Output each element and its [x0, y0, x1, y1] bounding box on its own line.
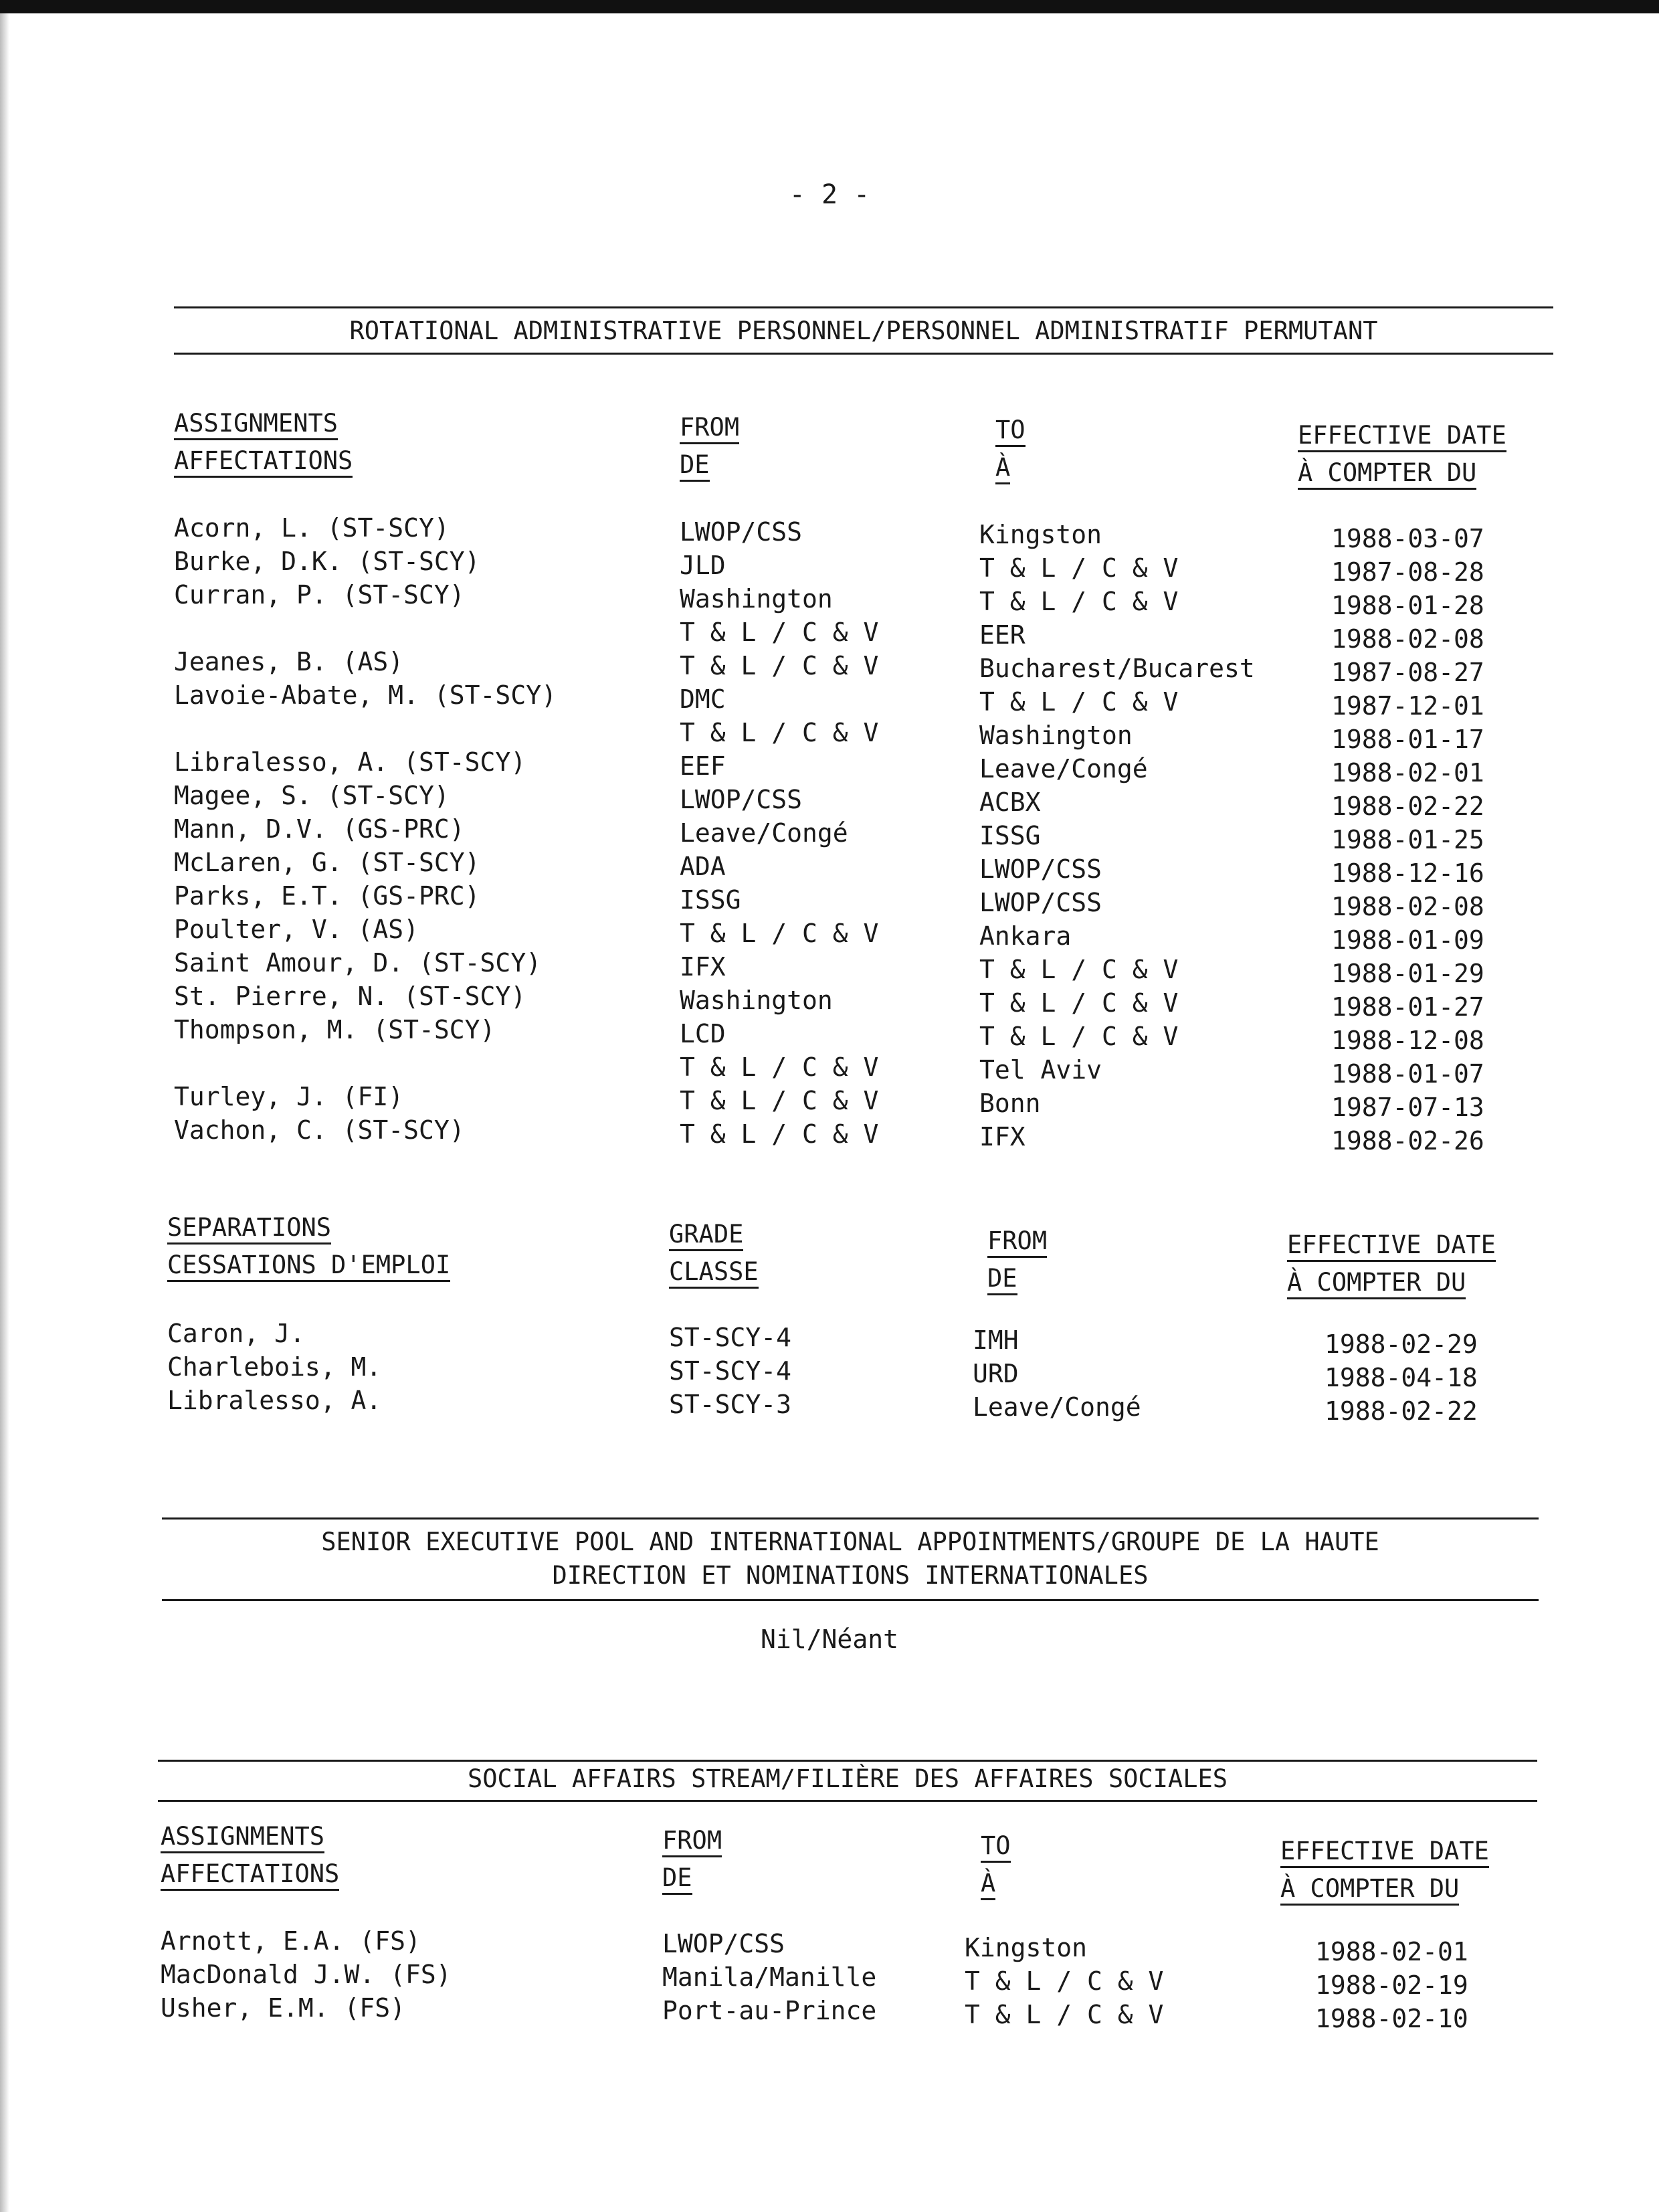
table-cell-name: [174, 612, 557, 645]
rotational-to-column: [979, 518, 1255, 1154]
social-rule-top: [158, 1760, 1537, 1762]
table-cell-name: [174, 712, 557, 745]
table-cell-name: Mann, D.V. (GS-PRC): [174, 814, 465, 844]
table-cell-name: Turley, J. (FI): [174, 1082, 404, 1111]
table-cell-date: 1988-02-01: [1331, 758, 1484, 788]
separations-date-column: [1325, 1327, 1478, 1428]
header-line: EFFECTIVE DATE: [1287, 1230, 1496, 1262]
rotational-header-assignments: [174, 407, 353, 482]
table-cell-from: EEF: [680, 751, 726, 781]
table-cell-date: 1988-04-18: [1325, 1363, 1478, 1392]
table-cell-from: T & L / C & V: [680, 919, 879, 948]
separations-grade-column: [669, 1321, 791, 1421]
table-cell-to: Kingston: [965, 1933, 1088, 1962]
header-line: DE: [987, 1264, 1017, 1295]
table-cell-to: Tel Aviv: [979, 1055, 1102, 1085]
table-cell-to: T & L / C & V: [965, 1966, 1164, 1996]
table-cell-from: Leave/Congé: [680, 818, 848, 848]
separations-header-effective-date: [1287, 1228, 1496, 1303]
table-cell-to: T & L / C & V: [965, 2000, 1164, 2029]
social-header-assignments: [161, 1820, 339, 1895]
table-cell-name: Lavoie-Abate, M. (ST-SCY): [174, 680, 557, 710]
table-cell-from: LCD: [680, 1019, 726, 1048]
table-cell-date: 1987-08-27: [1331, 658, 1484, 687]
social-to-column: [965, 1931, 1163, 2031]
table-cell-to: LWOP/CSS: [979, 854, 1102, 884]
table-cell-from: LWOP/CSS: [662, 1929, 785, 1958]
table-cell-from: ISSG: [680, 885, 741, 915]
table-cell-date: 1987-07-13: [1331, 1093, 1484, 1122]
table-cell-name: Usher, E.M. (FS): [161, 1993, 406, 2023]
table-cell-date: 1988-02-22: [1325, 1396, 1478, 1426]
header-line: ASSIGNMENTS: [161, 1822, 324, 1853]
rotational-names-column: [174, 511, 557, 1147]
table-cell-date: 1988-12-08: [1331, 1026, 1484, 1055]
table-cell-name: McLaren, G. (ST-SCY): [174, 848, 480, 877]
table-cell-grade: ST-SCY-3: [669, 1390, 792, 1419]
social-from-column: [662, 1927, 876, 2027]
header-line: SEPARATIONS: [167, 1213, 331, 1245]
header-line: ASSIGNMENTS: [174, 409, 338, 440]
page-number: - 2 -: [789, 179, 870, 210]
header-line: GRADE: [669, 1220, 743, 1251]
header-line: TO: [981, 1831, 1011, 1863]
table-cell-name: Curran, P. (ST-SCY): [174, 580, 465, 610]
table-cell-date: 1988-01-25: [1331, 825, 1484, 854]
social-header-to: [981, 1829, 1011, 1904]
table-cell-date: 1988-02-22: [1331, 792, 1484, 821]
table-cell-to: T & L / C & V: [979, 988, 1179, 1018]
separations-header-name: [167, 1211, 450, 1286]
table-cell-grade: ST-SCY-4: [669, 1356, 792, 1386]
social-names-column: [161, 1924, 452, 2025]
separations-names-column: [167, 1317, 381, 1417]
separations-from-column: [973, 1323, 1141, 1424]
table-cell-to: T & L / C & V: [979, 955, 1179, 984]
table-cell-from: LWOP/CSS: [680, 517, 803, 547]
table-cell-to: Bucharest/Bucarest: [979, 654, 1255, 683]
table-cell-from: T & L / C & V: [680, 651, 879, 680]
table-cell-date: 1988-01-28: [1331, 591, 1484, 620]
table-cell-from: LWOP/CSS: [680, 785, 803, 814]
table-cell-from: T & L / C & V: [680, 618, 879, 647]
table-cell-name: Charlebois, M.: [167, 1352, 382, 1382]
table-cell-to: Kingston: [979, 520, 1102, 549]
table-cell-from: URD: [973, 1359, 1019, 1388]
table-cell-to: EER: [979, 620, 1026, 650]
social-title: SOCIAL AFFAIRS STREAM/FILIÈRE DES AFFAIRES SOCIALES: [467, 1764, 1228, 1793]
table-cell-from: Port-au-Prince: [662, 1996, 877, 2025]
table-cell-date: 1988-02-10: [1315, 2004, 1468, 2033]
senior-title-line1: SENIOR EXECUTIVE POOL AND INTERNATIONAL APPOINTMENTS/GROUPE DE LA HAUTE: [321, 1528, 1379, 1556]
table-cell-date: 1988-02-26: [1331, 1126, 1484, 1156]
scan-left-edge: [0, 13, 9, 2212]
table-cell-to: Leave/Congé: [979, 754, 1148, 784]
header-line: À: [981, 1869, 995, 1900]
table-cell-name: Jeanes, B. (AS): [174, 647, 404, 676]
table-cell-name: Acorn, L. (ST-SCY): [174, 513, 450, 543]
header-line: CESSATIONS D'EMPLOI: [167, 1251, 450, 1282]
rotational-header-to: [995, 413, 1026, 488]
senior-rule-top: [162, 1517, 1539, 1519]
table-cell-date: 1988-12-16: [1331, 858, 1484, 888]
table-cell-from: ADA: [680, 852, 726, 881]
header-line: FROM: [680, 413, 739, 444]
table-cell-to: ACBX: [979, 788, 1041, 817]
header-line: FROM: [987, 1226, 1047, 1258]
table-cell-to: Washington: [979, 721, 1133, 750]
separations-header-grade: [669, 1218, 759, 1293]
social-rule-bottom: [158, 1800, 1537, 1802]
header-line: À COMPTER DU: [1280, 1874, 1459, 1906]
section-rule-bottom: [174, 353, 1553, 355]
rotational-date-column: [1331, 522, 1484, 1158]
table-cell-name: [174, 1046, 557, 1080]
table-cell-date: 1988-01-27: [1331, 992, 1484, 1022]
table-cell-name: Vachon, C. (ST-SCY): [174, 1115, 465, 1145]
table-cell-from: IFX: [680, 952, 726, 982]
table-cell-date: 1987-12-01: [1331, 691, 1484, 721]
header-line: DE: [662, 1863, 692, 1895]
table-cell-date: 1987-08-28: [1331, 557, 1484, 587]
table-cell-from: T & L / C & V: [680, 718, 879, 747]
table-cell-to: T & L / C & V: [979, 587, 1179, 616]
table-cell-name: Magee, S. (ST-SCY): [174, 781, 450, 810]
table-cell-date: 1988-03-07: [1331, 524, 1484, 553]
table-cell-to: IFX: [979, 1122, 1026, 1151]
senior-title-line2: DIRECTION ET NOMINATIONS INTERNATIONALES: [552, 1561, 1149, 1590]
table-cell-from: Leave/Congé: [973, 1392, 1141, 1422]
social-header-effective-date: [1280, 1835, 1489, 1910]
table-cell-from: DMC: [680, 684, 726, 714]
table-cell-name: MacDonald J.W. (FS): [161, 1960, 452, 1989]
table-cell-from: T & L / C & V: [680, 1052, 879, 1082]
table-cell-date: 1988-01-17: [1331, 725, 1484, 754]
table-cell-from: Manila/Manille: [662, 1962, 877, 1992]
senior-nil-value: Nil/Néant: [761, 1625, 898, 1654]
header-line: À COMPTER DU: [1287, 1268, 1466, 1299]
table-cell-name: Libralesso, A.: [167, 1386, 382, 1415]
header-line: CLASSE: [669, 1257, 759, 1289]
table-cell-from: T & L / C & V: [680, 1119, 879, 1149]
table-cell-name: Parks, E.T. (GS-PRC): [174, 881, 480, 911]
table-cell-to: T & L / C & V: [979, 687, 1179, 717]
rotational-header-from: [680, 411, 739, 486]
table-cell-from: T & L / C & V: [680, 1086, 879, 1115]
table-cell-name: Burke, D.K. (ST-SCY): [174, 547, 480, 576]
table-cell-to: T & L / C & V: [979, 553, 1179, 583]
social-date-column: [1315, 1935, 1468, 2035]
header-line: FROM: [662, 1826, 722, 1857]
table-cell-to: ISSG: [979, 821, 1041, 850]
table-cell-name: Poulter, V. (AS): [174, 915, 419, 944]
table-cell-date: 1988-02-08: [1331, 892, 1484, 921]
header-line: EFFECTIVE DATE: [1280, 1837, 1489, 1868]
table-cell-to: Ankara: [979, 921, 1072, 951]
table-cell-date: 1988-01-29: [1331, 959, 1484, 988]
table-cell-to: Bonn: [979, 1089, 1041, 1118]
rotational-header-effective-date: [1298, 419, 1506, 494]
header-line: À: [995, 453, 1010, 484]
header-line: AFFECTATIONS: [161, 1859, 339, 1891]
senior-rule-bottom: [162, 1599, 1539, 1601]
table-cell-date: 1988-02-19: [1315, 1970, 1468, 2000]
table-cell-from: Washington: [680, 986, 833, 1015]
table-cell-date: 1988-01-09: [1331, 925, 1484, 955]
table-cell-name: Saint Amour, D. (ST-SCY): [174, 948, 542, 978]
rotational-title: ROTATIONAL ADMINISTRATIVE PERSONNEL/PERSONNEL ADMINISTRATIF PERMUTANT: [349, 316, 1378, 345]
table-cell-name: Arnott, E.A. (FS): [161, 1926, 421, 1956]
table-cell-from: JLD: [680, 551, 726, 580]
header-line: TO: [995, 416, 1026, 447]
table-cell-name: Thompson, M. (ST-SCY): [174, 1015, 496, 1044]
table-cell-date: 1988-02-01: [1315, 1937, 1468, 1966]
table-cell-date: 1988-01-07: [1331, 1059, 1484, 1089]
table-cell-grade: ST-SCY-4: [669, 1323, 792, 1352]
table-cell-date: 1988-02-08: [1331, 624, 1484, 654]
scan-top-edge: [0, 0, 1659, 13]
table-cell-date: 1988-02-29: [1325, 1329, 1478, 1359]
header-line: À COMPTER DU: [1298, 458, 1476, 490]
table-cell-to: LWOP/CSS: [979, 888, 1102, 917]
table-cell-from: Washington: [680, 584, 833, 614]
header-line: DE: [680, 450, 710, 482]
social-header-from: [662, 1824, 722, 1899]
table-cell-from: IMH: [973, 1325, 1019, 1355]
table-cell-to: T & L / C & V: [979, 1022, 1179, 1051]
separations-header-from: [987, 1224, 1047, 1299]
table-cell-name: Libralesso, A. (ST-SCY): [174, 747, 526, 777]
header-line: EFFECTIVE DATE: [1298, 421, 1506, 452]
table-cell-name: Caron, J.: [167, 1319, 305, 1348]
table-cell-name: St. Pierre, N. (ST-SCY): [174, 982, 526, 1011]
section-rule-top: [174, 306, 1553, 308]
header-line: AFFECTATIONS: [174, 446, 353, 478]
rotational-from-column: [680, 515, 878, 1151]
